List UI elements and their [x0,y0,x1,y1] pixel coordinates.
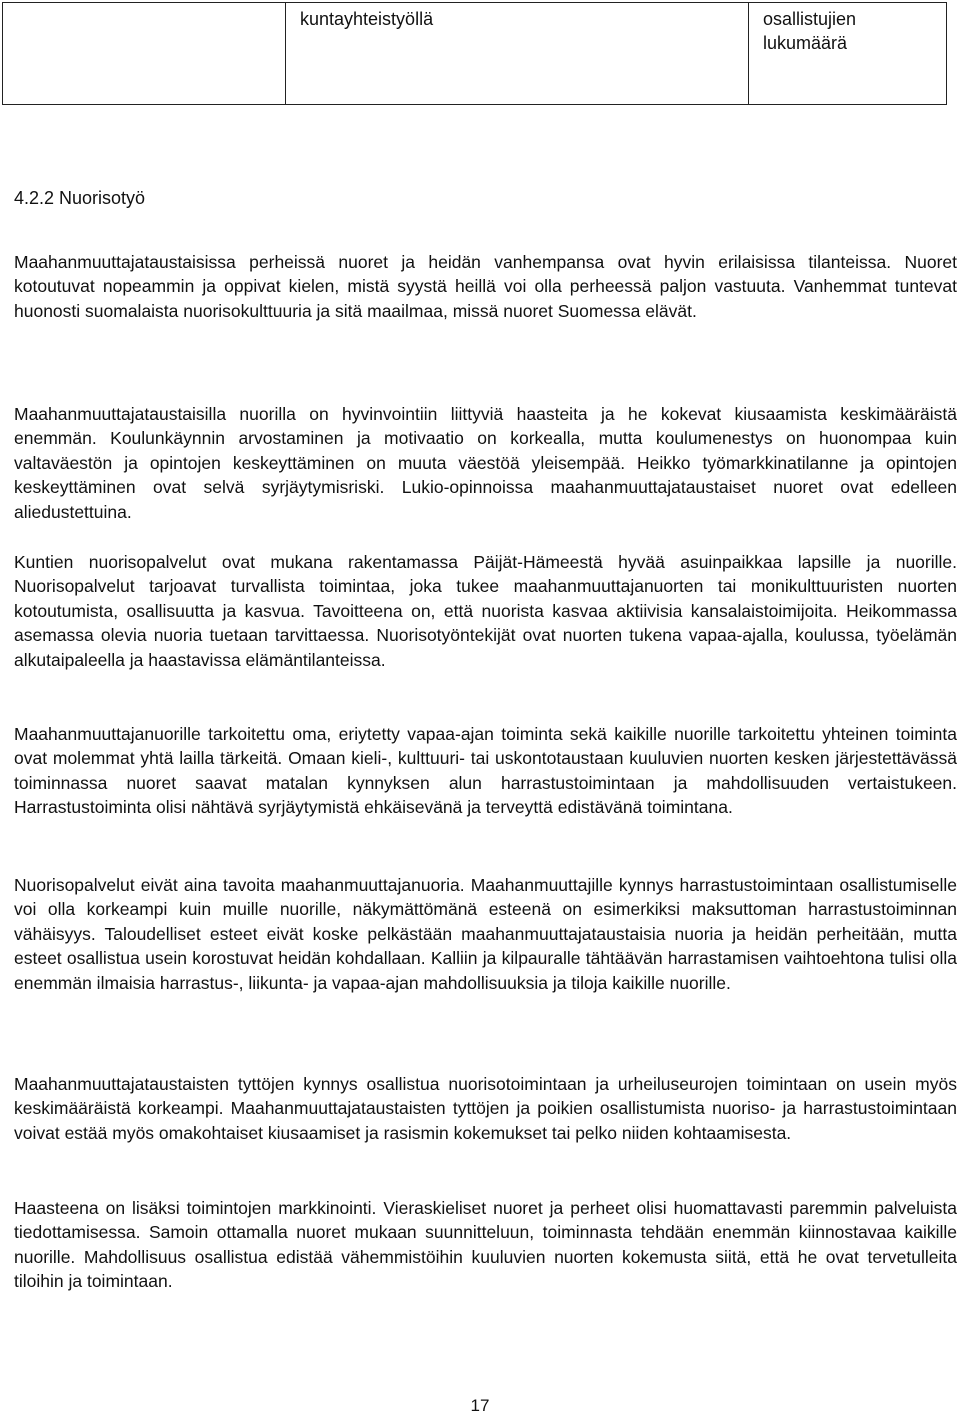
page-number: 17 [470,1396,490,1415]
paragraph-marketing-challenge: Haasteena on lisäksi toimintojen markkinointi. Vieraskieliset nuoret ja perheet olisi huomattavasti paremmin palveluista tiedottamisessa. Samoin ottamalla nuoret mukaan suunnitteluun, toiminnasta tehdään enemmän kiinnostavaa kaikille nuorille. Mahdollisuus osallistua edistää vähemmistöihin kuuluvien nuorten kokemusta siitä, että he ovat tervetulleita tiloihin ja toimintaan. [14,1198,957,1292]
paragraph-youth-services: Kuntien nuorisopalvelut ovat mukana rakentamassa Päijät-Hämeestä hyvää asuinpaikkaa lapsille ja nuorille. Nuorisopalvelut tarjoavat turvallista toimintaa, joka tukee maahanmuuttajanuorten tai monikulttuuristen nuorten kotoutumista, osallisuutta ja kasvua. Tavoitteena on, että nuorista kasvaa aktiivisia kansalaistoimijoita. Heikommassa asemassa olevia nuoria tuetaan tarvittaessa. Nuorisotyöntekijät ovat nuorten tukena vapaa-ajalla, koulussa, työelämän alkutaipaleella ja haastavissa elämäntilanteissa. [14,552,957,670]
table-cell-municipal-cooperation: kuntayhteistyöllä [300,9,434,29]
paragraph-participation-barriers: Nuorisopalvelut eivät aina tavoita maahanmuuttajanuoria. Maahanmuuttajille kynnys harrastustoimintaan osallistumiselle voi olla korkeampi kuin muille nuorille, näkymättömänä esteenä on esimerkiksi maksuttoman harrastustoiminnan vähäisyys. Taloudelliset esteet eivät koske pelkästään maahanmuuttajataustaisia nuoria ja heidän perheitään, mutta esteet osallistua usein korostuvat heidän kohdallaan. Kalliin ja kilpauralle tähtäävän harrastamisen vaihtoehtona tulisi olla enemmän ilmaisia harrastus-, liikunta- ja vapaa-ajan mahdollisuuksia ja tiloja kaikille nuorille. [14,875,957,993]
table-cell-participant-count: osallistujien lukumäärä [763,9,857,53]
paragraph-wellbeing-challenges: Maahanmuuttajataustaisilla nuorilla on hyvinvointiin liittyviä haasteita ja he kokevat kiusaamista keskimääräistä enemmän. Koulunkäynnin arvostaminen ja motivaatio on korkealla, mutta koulumenestys on huonompaa kuin valtaväestön ja opintojen keskeyttäminen on muuta väestöä yleisempää. Heikko työmarkkinatilanne ja opintojen keskeyttäminen ovat selvä syrjäytymisriski. Lukio-opinnoissa maahanmuuttajataustaiset nuoret ovat edelleen aliedustettuina. [14,404,957,522]
section-heading: 4.2.2 Nuorisotyö [14,188,146,208]
table-divider-left [285,3,286,104]
table-divider-right [748,3,749,104]
paragraph-leisure-activities: Maahanmuuttajanuorille tarkoitettu oma, eriytetty vapaa-ajan toiminta sekä kaikille nuorille tarkoitettu yhteinen toiminta ovat molemmat yhtä lailla tärkeitä. Omaan kieli-, kulttuuri- tai uskontotaustaan kuuluvien nuorten kesken järjestettävässä toiminnassa nuoret saavat matalan kynnyksen alun harrastustoimintaan ja mahdollisuuden vertaistukeen. Harrastustoiminta olisi nähtävä syrjäytymistä ehkäisevänä ja terveyttä edistävänä toimintana. [14,724,957,818]
paragraph-girls-participation: Maahanmuuttajataustaisten tyttöjen kynnys osallistua nuorisotoimintaan ja urheiluseurojen toimintaan on usein myös keskimääräistä korkeampi. Maahanmuuttajataustaisten tyttöjen ja poikien osallistumista nuoriso- ja harrastustoimintaan voivat estää myös omakohtaiset kiusaamiset ja rasismin kokemukset tai pelko niiden kohtaamisesta. [14,1074,957,1143]
top-table [2,2,947,105]
paragraph-immigrant-families: Maahanmuuttajataustaisissa perheissä nuoret ja heidän vanhempansa ovat hyvin erilaisissa tilanteissa. Nuoret kotoutuvat nopeammin ja oppivat kielen, mistä syystä heillä voi olla perheessä paljon vastuuta. Vanhemmat tuntevat huonosti suomalaista nuorisokulttuuria ja sitä maailmaa, missä nuoret Suomessa elävät. [14,252,957,321]
